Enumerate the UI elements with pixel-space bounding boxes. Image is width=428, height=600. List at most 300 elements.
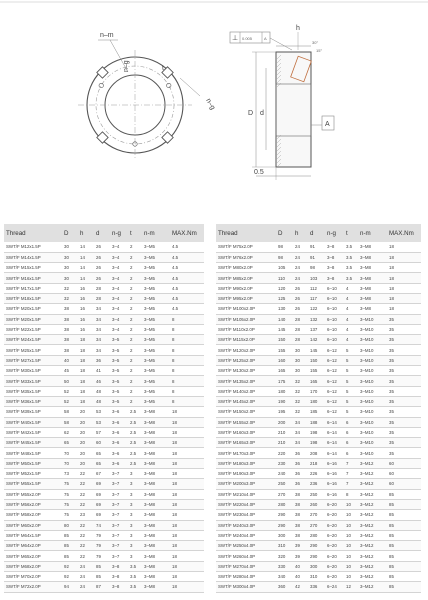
table-cell: 18 xyxy=(78,335,94,345)
table-cell: 60 xyxy=(387,469,421,479)
table-cell: SWT/F M20x1.5P xyxy=(4,304,62,314)
table-cell: SWT/F M15x1.5P xyxy=(4,263,62,273)
table-cell: 2 xyxy=(128,335,142,345)
table-cell: 18 xyxy=(170,479,204,489)
table-cell: 60 xyxy=(387,458,421,468)
table-cell: 2 xyxy=(128,263,142,273)
table-cell: 40 xyxy=(62,355,78,365)
table-cell: 92 xyxy=(62,561,78,571)
table-cell: 39 xyxy=(293,551,308,561)
table-cell: 3–M12 xyxy=(358,510,387,520)
spec-table-left xyxy=(4,224,204,593)
table-cell: 85 xyxy=(94,572,110,582)
table-cell: SWT/F M260x4.0P xyxy=(216,551,276,561)
table-cell: 112 xyxy=(308,283,325,293)
table-cell: SWT/F M33x1.5P xyxy=(4,376,62,386)
table-cell: 8 xyxy=(170,335,204,345)
table-cell: 155 xyxy=(308,366,325,376)
table-cell: 6–16 xyxy=(325,479,344,489)
table-cell: 310 xyxy=(276,541,293,551)
table-cell: 175 xyxy=(276,376,293,386)
table-cell: 14 xyxy=(78,263,94,273)
label-datum: A xyxy=(325,121,330,128)
table-cell: 3–8 xyxy=(325,252,344,262)
table-cell: 3–M8 xyxy=(142,427,170,437)
table-cell: 6–10 xyxy=(325,283,344,293)
table-cell: SWT/F M115x2.0P xyxy=(216,335,276,345)
table-cell: SWT/F M105x2.0P xyxy=(216,314,276,324)
table-cell: 91 xyxy=(308,252,325,262)
table-cell: 10 xyxy=(344,561,358,571)
column-header: h xyxy=(293,224,308,242)
table-cell: 53 xyxy=(94,407,110,417)
table-row xyxy=(4,520,204,530)
table-cell: 91 xyxy=(308,242,325,252)
table-cell: 3–M12 xyxy=(358,541,387,551)
table-cell: SWT/F M68x2.0P xyxy=(4,561,62,571)
table-cell: 236 xyxy=(308,479,325,489)
table-cell: 10 xyxy=(344,572,358,582)
table-cell: 8 xyxy=(170,386,204,396)
table-cell: 180 xyxy=(276,386,293,396)
table-cell: SWT/F M150x2.0P xyxy=(216,407,276,417)
table-cell: 3–M5 xyxy=(142,263,170,273)
table-cell: SWT/F M250x4.0P xyxy=(216,541,276,551)
table-cell: 3–4 xyxy=(110,314,128,324)
table-cell: 69 xyxy=(94,499,110,509)
label-angle-a: 30° xyxy=(312,40,319,45)
table-cell: SWT/F M270x4.0P xyxy=(216,561,276,571)
table-cell: 3–M5 xyxy=(142,293,170,303)
table-cell: 50 xyxy=(62,376,78,386)
table-cell: 70 xyxy=(62,448,78,458)
table-cell: 48 xyxy=(94,386,110,396)
table-cell: 220 xyxy=(276,448,293,458)
table-cell: 38 xyxy=(293,520,308,530)
table-cell: 3 xyxy=(128,469,142,479)
table-cell: 35 xyxy=(387,324,421,334)
table-cell: 34 xyxy=(293,438,308,448)
table-cell: 32 xyxy=(293,407,308,417)
table-row xyxy=(4,417,204,427)
label-D: D xyxy=(248,110,254,117)
table-row xyxy=(216,469,421,479)
table-row xyxy=(4,479,204,489)
table-cell: 120 xyxy=(276,283,293,293)
threaded-hole xyxy=(167,83,171,87)
table-cell: 18 xyxy=(387,283,421,293)
table-cell: 32 xyxy=(62,293,78,303)
table-cell: 85 xyxy=(62,541,78,551)
table-cell: 3–M8 xyxy=(142,417,170,427)
table-cell: 85 xyxy=(387,510,421,520)
table-cell: 22 xyxy=(78,499,94,509)
table-cell: 28 xyxy=(94,293,110,303)
table-cell: SWT/F M90x2.0P xyxy=(216,283,276,293)
table-cell: 2.5 xyxy=(128,407,142,417)
table-row xyxy=(4,396,204,406)
table-cell: 122 xyxy=(308,304,325,314)
table-cell: 3–M10 xyxy=(358,335,387,345)
table-cell: 22 xyxy=(78,489,94,499)
table-row xyxy=(4,551,204,561)
table-cell: 38 xyxy=(293,510,308,520)
table-cell: 3 xyxy=(128,510,142,520)
table-cell: 40 xyxy=(293,561,308,571)
table-row xyxy=(4,283,204,293)
table-cell: 18 xyxy=(387,263,421,273)
table-cell: SWT/F M17x1.5P xyxy=(4,283,62,293)
table-cell: 6–10 xyxy=(325,314,344,324)
table-cell: SWT/F M130x2.0P xyxy=(216,366,276,376)
table-cell: 2 xyxy=(128,252,142,262)
table-cell: 3–M8 xyxy=(142,530,170,540)
table-cell: 3–M10 xyxy=(358,355,387,365)
table-cell: 2 xyxy=(128,366,142,376)
table-cell: SWT/F M120x2.0P xyxy=(216,345,276,355)
table-cell: 85 xyxy=(62,530,78,540)
table-cell: 18 xyxy=(387,293,421,303)
table-cell: 4 xyxy=(344,314,358,324)
table-cell: 3–M12 xyxy=(358,561,387,571)
table-cell: 6 xyxy=(344,427,358,437)
table-cell: 3–M8 xyxy=(142,551,170,561)
table-row xyxy=(216,252,421,262)
table-cell: SWT/F M125x2.0P xyxy=(216,355,276,365)
table-cell: 7 xyxy=(344,458,358,468)
table-cell: 75 xyxy=(62,479,78,489)
table-cell: 10 xyxy=(344,541,358,551)
table-cell: 3–M5 xyxy=(142,386,170,396)
table-cell: 14 xyxy=(78,273,94,283)
table-cell: 22 xyxy=(78,479,94,489)
table-cell: SWT/F M65x2.0P xyxy=(4,551,62,561)
table-cell: 2.5 xyxy=(128,417,142,427)
table-cell: 12 xyxy=(344,582,358,592)
table-row xyxy=(4,293,204,303)
table-cell: 16 xyxy=(78,314,94,324)
table-cell: 2.5 xyxy=(128,448,142,458)
table-cell: 3–M12 xyxy=(358,499,387,509)
table-cell: 360 xyxy=(276,582,293,592)
table-cell: 290 xyxy=(308,551,325,561)
table-cell: 20 xyxy=(78,407,94,417)
table-cell: 18 xyxy=(170,469,204,479)
table-cell: 58 xyxy=(62,417,78,427)
table-cell: 18 xyxy=(170,541,204,551)
table-cell: 2 xyxy=(128,304,142,314)
table-cell: 79 xyxy=(94,551,110,561)
table-cell: 3–M10 xyxy=(358,407,387,417)
table-cell: 340 xyxy=(276,572,293,582)
label-nm: n–m xyxy=(100,32,114,39)
table-cell: 45 xyxy=(62,366,78,376)
table-cell: 150 xyxy=(308,355,325,365)
table-cell: 142 xyxy=(308,335,325,345)
table-cell: 3 xyxy=(128,499,142,509)
table-cell: 2 xyxy=(128,314,142,324)
table-cell: 3–M8 xyxy=(358,304,387,314)
table-cell: 35 xyxy=(387,417,421,427)
table-row xyxy=(216,448,421,458)
table-cell: 75 xyxy=(62,510,78,520)
table-cell: 8 xyxy=(170,376,204,386)
table-row xyxy=(4,324,204,334)
table-cell: 8 xyxy=(170,366,204,376)
table-cell: SWT/F M52x1.5P xyxy=(4,469,62,479)
table-cell: 18 xyxy=(170,530,204,540)
table-cell: 2 xyxy=(128,376,142,386)
table-cell: 16 xyxy=(78,293,94,303)
table-cell: 4.5 xyxy=(170,263,204,273)
table-cell: SWT/F M24x1.5P xyxy=(4,335,62,345)
table-cell: SWT/F M170x3.0P xyxy=(216,448,276,458)
frame-datum: A xyxy=(264,36,267,41)
table-cell: 18 xyxy=(78,366,94,376)
table-cell: 35 xyxy=(387,427,421,437)
table-cell: 3–8 xyxy=(325,273,344,283)
table-cell: 320 xyxy=(276,551,293,561)
table-cell: 65 xyxy=(94,458,110,468)
lock-nut-drawing-svg xyxy=(0,0,428,206)
table-cell: 2 xyxy=(128,345,142,355)
table-cell: 18 xyxy=(170,417,204,427)
table-row xyxy=(4,561,204,571)
table-cell: SWT/F M18x1.5P xyxy=(4,293,62,303)
table-cell: SWT/F M76x2.0P xyxy=(216,252,276,262)
table-cell: 3–6 xyxy=(110,417,128,427)
table-cell: 32 xyxy=(293,386,308,396)
table-cell: 4.5 xyxy=(170,283,204,293)
technical-drawing xyxy=(0,0,428,206)
table-cell: 8 xyxy=(170,396,204,406)
table-cell: 26 xyxy=(293,283,308,293)
table-cell: 188 xyxy=(308,417,325,427)
table-cell: 3–5 xyxy=(110,355,128,365)
table-cell: 137 xyxy=(308,324,325,334)
table-cell: 6–20 xyxy=(325,499,344,509)
table-cell: 38 xyxy=(293,489,308,499)
table-cell: 24 xyxy=(78,572,94,582)
table-row xyxy=(216,366,421,376)
table-cell: SWT/F M80x2.0P xyxy=(216,263,276,273)
table-cell: 10 xyxy=(344,499,358,509)
table-cell: 218 xyxy=(308,458,325,468)
table-cell: 6–10 xyxy=(325,304,344,314)
table-cell: 145 xyxy=(308,345,325,355)
table-cell: 3–7 xyxy=(110,479,128,489)
table-cell: 3–M8 xyxy=(142,520,170,530)
frame-value: 0.005 xyxy=(242,36,253,41)
table-cell: 3–M12 xyxy=(358,458,387,468)
table-cell: 3–M8 xyxy=(142,499,170,509)
table-row xyxy=(216,499,421,509)
table-cell: 270 xyxy=(308,520,325,530)
table-cell: 85 xyxy=(387,489,421,499)
table-cell: 18 xyxy=(170,520,204,530)
table-cell: 3–M8 xyxy=(142,582,170,592)
table-row xyxy=(216,335,421,345)
table-cell: 6 xyxy=(344,417,358,427)
table-cell: 6–20 xyxy=(325,530,344,540)
table-cell: 3–M12 xyxy=(358,530,387,540)
table-row xyxy=(216,427,421,437)
table-cell: SWT/F M25x1.5P xyxy=(4,345,62,355)
table-cell: SWT/F M39x1.5P xyxy=(4,407,62,417)
table-cell: 75 xyxy=(62,499,78,509)
table-cell: 20 xyxy=(78,438,94,448)
table-cell: 3–M5 xyxy=(142,355,170,365)
table-cell: 3–M8 xyxy=(358,242,387,252)
table-header-row xyxy=(4,224,204,242)
table-cell: 35 xyxy=(387,448,421,458)
table-cell: 3–M5 xyxy=(142,366,170,376)
table-cell: 20 xyxy=(78,427,94,437)
table-cell: 3 xyxy=(128,479,142,489)
table-cell: 103 xyxy=(308,273,325,283)
table-cell: SWT/F M50x1.5P xyxy=(4,458,62,468)
table-cell: 3–M8 xyxy=(358,273,387,283)
table-cell: 35 xyxy=(387,376,421,386)
table-cell: 3–5 xyxy=(110,345,128,355)
table-cell: 3.5 xyxy=(128,572,142,582)
table-cell: 3 xyxy=(128,489,142,499)
table-cell: 226 xyxy=(308,469,325,479)
table-row xyxy=(4,242,204,252)
column-header: Thread xyxy=(4,224,62,242)
table-cell: SWT/F M20x1.5P xyxy=(4,314,62,324)
table-cell: 16 xyxy=(78,304,94,314)
table-cell: 46 xyxy=(94,376,110,386)
slot xyxy=(162,132,173,143)
table-cell: 3–4 xyxy=(110,324,128,334)
table-row xyxy=(216,304,421,314)
table-row xyxy=(4,366,204,376)
table-cell: 3–7 xyxy=(110,530,128,540)
table-cell: 2.5 xyxy=(128,438,142,448)
table-cell: SWT/F M75x2.0P xyxy=(216,242,276,252)
table-cell: 310 xyxy=(308,572,325,582)
table-cell: 34 xyxy=(94,314,110,324)
table-cell: 3–M10 xyxy=(358,314,387,324)
table-row xyxy=(216,489,421,499)
table-cell: 3–6 xyxy=(110,427,128,437)
table-cell: 117 xyxy=(308,293,325,303)
table-cell: 36 xyxy=(293,469,308,479)
table-cell: 3–M10 xyxy=(358,386,387,396)
table-cell: 3–7 xyxy=(110,469,128,479)
label-ng2: n–g xyxy=(204,97,217,112)
table-cell: 94 xyxy=(62,582,78,592)
table-body xyxy=(216,242,421,592)
table-cell: SWT/F M300x4.0P xyxy=(216,582,276,592)
table-cell: 3–6 xyxy=(110,448,128,458)
table-cell: 200 xyxy=(276,417,293,427)
table-cell: 85 xyxy=(387,499,421,509)
label-t: t xyxy=(162,65,164,72)
column-header: MAX.Nm xyxy=(387,224,421,242)
table-cell: 3–M8 xyxy=(142,572,170,582)
label-d: d xyxy=(260,110,264,117)
table-cell: 6–16 xyxy=(325,469,344,479)
table-cell: 14 xyxy=(78,252,94,262)
table-row xyxy=(216,438,421,448)
table-row xyxy=(216,520,421,530)
table-cell: 3–M10 xyxy=(358,324,387,334)
table-cell: 38 xyxy=(62,324,78,334)
table-cell: 6–16 xyxy=(325,458,344,468)
table-cell: 10 xyxy=(344,551,358,561)
table-row xyxy=(216,551,421,561)
table-cell: 4.5 xyxy=(170,273,204,283)
table-row xyxy=(4,499,204,509)
table-cell: 6–12 xyxy=(325,366,344,376)
table-cell: 24 xyxy=(293,242,308,252)
table-cell: 6–14 xyxy=(325,448,344,458)
table-cell: 210 xyxy=(276,438,293,448)
table-cell: 62 xyxy=(62,427,78,437)
table-cell: 210 xyxy=(276,427,293,437)
table-cell: 18 xyxy=(170,438,204,448)
table-cell: 3–7 xyxy=(110,541,128,551)
table-cell: 3–M10 xyxy=(358,366,387,376)
table-cell: 4.5 xyxy=(170,293,204,303)
table-cell: 52 xyxy=(62,396,78,406)
table-cell: 3–M8 xyxy=(142,448,170,458)
table-cell: 18 xyxy=(170,499,204,509)
table-cell: 18 xyxy=(387,252,421,262)
table-cell: 3–4 xyxy=(110,263,128,273)
table-cell: SWT/F M55x1.5P xyxy=(4,479,62,489)
column-header: D xyxy=(276,224,293,242)
table-cell: 3–4 xyxy=(110,273,128,283)
table-cell: 92 xyxy=(62,572,78,582)
table-cell: 79 xyxy=(94,541,110,551)
table-cell: SWT/F M240x3.0P xyxy=(216,520,276,530)
table-cell: 6–12 xyxy=(325,355,344,365)
table-cell: 3.5 xyxy=(344,263,358,273)
label-h: h xyxy=(296,25,300,32)
table-row xyxy=(216,582,421,592)
table-cell: 28 xyxy=(94,283,110,293)
table-cell: 3–M12 xyxy=(358,469,387,479)
table-cell: 6–14 xyxy=(325,417,344,427)
table-cell: 3–5 xyxy=(110,366,128,376)
table-cell: SWT/F M155x2.0P xyxy=(216,417,276,427)
table-cell: 3–8 xyxy=(110,582,128,592)
table-cell: 4.5 xyxy=(170,252,204,262)
table-cell: 18 xyxy=(387,304,421,314)
table-cell: 18 xyxy=(170,427,204,437)
table-cell: 34 xyxy=(293,427,308,437)
table-cell: SWT/F M100x2.0P xyxy=(216,304,276,314)
table-cell: 75 xyxy=(62,489,78,499)
column-header: n-m xyxy=(142,224,170,242)
table-cell: 105 xyxy=(276,263,293,273)
table-row xyxy=(4,304,204,314)
ng-leader xyxy=(180,78,200,96)
table-cell: 6–20 xyxy=(325,510,344,520)
table-cell: 5 xyxy=(344,366,358,376)
table-cell: 6–10 xyxy=(325,324,344,334)
table-cell: 34 xyxy=(94,345,110,355)
table-cell: 38 xyxy=(62,314,78,324)
table-cell: SWT/F M110x2.0P xyxy=(216,324,276,334)
table-cell: SWT/F M145x2.0P xyxy=(216,396,276,406)
table-cell: SWT/F M16x1.5P xyxy=(4,273,62,283)
table-cell: SWT/F M240x4.0P xyxy=(216,530,276,540)
table-cell: 3 xyxy=(128,551,142,561)
